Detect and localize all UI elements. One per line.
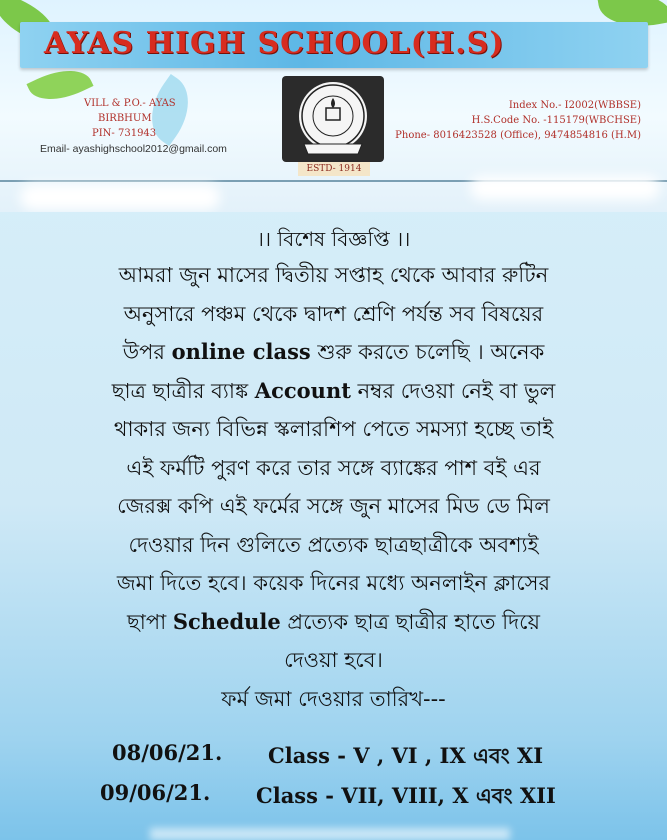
notice-line-bold: online class — [171, 339, 311, 364]
notice-line — [0, 299, 667, 329]
notice-line-text: নম্বর দেওয়া নেই বা ভুল — [350, 378, 556, 403]
notice-line — [0, 414, 667, 444]
index-number: Index No.- I2002(WBBSE) — [508, 100, 641, 111]
school-codes — [395, 98, 641, 143]
letterhead — [0, 0, 667, 212]
notice-line-text: শুরু করতে চলেছি । অনেক — [310, 340, 545, 364]
notice-line — [0, 684, 667, 714]
notice-line-text: আমরা জুন মাসের দ্বিতীয় সপ্তাহ থেকে আবার রুটিন — [118, 263, 549, 287]
notice-line — [0, 337, 667, 367]
notice-line-text: প্রত্যেক ছাত্র ছাত্রীর হাতে দিয়ে — [280, 609, 540, 634]
redacted-area — [470, 176, 660, 200]
address-pin: PIN- 731943 — [92, 128, 157, 139]
notice-line-text: জমা দিতে হবে। কয়েক দিনের মধ্যে অনলাইন ক্লাসের — [116, 571, 551, 595]
notice-line-text: জেরক্স কপি এই ফর্মের সঙ্গে জুন মাসের মিড ডে মিল — [117, 494, 550, 518]
notice-line — [0, 491, 667, 521]
notice-line-text: ছাপা — [127, 609, 173, 634]
notice-line — [0, 453, 667, 483]
school-email: Email- ayashighschool2012@gmail.com — [40, 143, 227, 155]
schedule-classes: Class - V , VI , IX এবং XI — [268, 743, 544, 768]
schedule-date: 08/06/21. — [112, 740, 223, 765]
schedule-date: 09/06/21. — [100, 780, 211, 805]
phone-numbers: Phone- 8016423528 (Office), 9474854816 (H.M) — [395, 130, 641, 141]
established-year: ESTD- 1914 — [298, 162, 370, 176]
notice-line-text: থাকার জন্য বিভিন্ন স্কলারশিপ পেতে সমস্যা হচ্ছে তাই — [113, 417, 554, 441]
notice-line — [0, 530, 667, 560]
notice-line — [0, 376, 667, 406]
hs-code: H.S.Code No. -115179(WBCHSE) — [471, 115, 641, 126]
notice-line — [0, 568, 667, 598]
notice-line-bold: Account — [254, 377, 351, 403]
notice-line-text: এই ফর্মটি পুরণ করে তার সঙ্গে ব্যাঙ্কের পাশ বই এর — [126, 455, 541, 480]
notice-heading: ।। বিশেষ বিজ্ঞপ্তি ।। — [256, 227, 411, 251]
notice-line-text: দেওয়া হবে। — [284, 648, 383, 672]
redacted-area — [20, 184, 220, 210]
school-name: AYAS HIGH SCHOOL(H.S) — [44, 26, 505, 61]
cropped-text — [150, 828, 510, 840]
schedule-classes: Class - VII, VIII, X এবং XII — [256, 783, 556, 808]
notice-line-text: ছাত্র ছাত্রীর ব্যাঙ্ক — [111, 378, 255, 403]
address-village: VILL & P.O.- AYAS — [84, 98, 176, 109]
notice-line-text: ফর্ম জমা দেওয়ার তারিখ--- — [221, 686, 446, 711]
notice-line-bold: Schedule — [172, 608, 281, 634]
notice-line — [0, 607, 667, 637]
notice-line-text: দেওয়ার দিন গুলিতে প্রত্যেক ছাত্রছাত্রীকে অবশ্যই — [128, 532, 539, 557]
address-district: BIRBHUM — [98, 113, 152, 124]
notice-line-text: উপর — [122, 340, 172, 364]
notice-line — [0, 260, 667, 290]
notice-line-text: অনুসারে পঞ্চম থেকে দ্বাদশ শ্রেণি পর্যন্ত সব বিষয়ের — [123, 301, 544, 326]
notice-line — [0, 645, 667, 675]
school-seal-icon — [282, 76, 384, 162]
